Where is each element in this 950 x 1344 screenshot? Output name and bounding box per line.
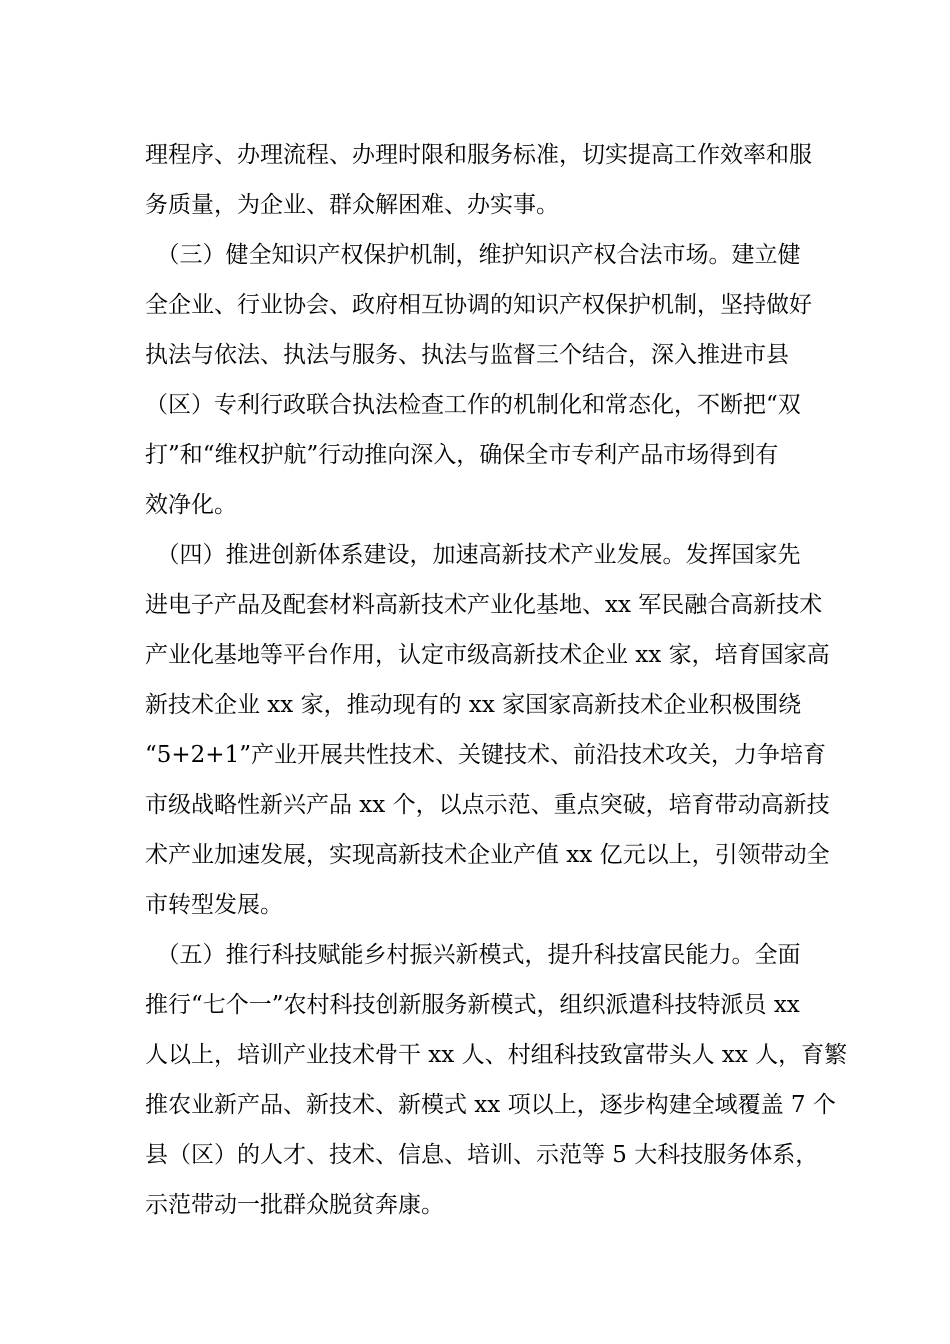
text-line: 新技术企业 xx 家，推动现有的 xx 家国家高新技术企业积极围绕 <box>145 692 802 718</box>
text-line: 推行“七个一”农村科技创新服务新模式，组织派遣科技特派员 xx <box>145 992 800 1018</box>
text-line: 理程序、办理流程、办理时限和服务标准，切实提高工作效率和服 <box>145 142 812 168</box>
text-line: 县（区）的人才、技术、信息、培训、示范等 5 大科技服务体系， <box>145 1142 819 1168</box>
text-line: 市转型发展。 <box>145 892 283 918</box>
text-line: 务质量，为企业、群众解困难、办实事。 <box>145 192 559 218</box>
text-line: 打”和“维权护航”行动推向深入，确保全市专利产品市场得到有 <box>145 442 779 468</box>
paragraph-five-heading-line: （五）推行科技赋能乡村振兴新模式，提升科技富民能力。全面 <box>145 942 801 968</box>
paragraph-four-heading-line: （四）推进创新体系建设，加速高新技术产业发展。发挥国家先 <box>145 542 801 568</box>
document-body <box>145 130 848 1230</box>
text-line: 术产业加速发展，实现高新技术企业产值 xx 亿元以上，引领带动全 <box>145 842 830 868</box>
text-line: 效净化。 <box>145 492 237 518</box>
text-line: 产业化基地等平台作用，认定市级高新技术企业 xx 家，培育国家高 <box>145 642 830 668</box>
text-line: 推农业新产品、新技术、新模式 xx 项以上，逐步构建全域覆盖 7 个 <box>145 1092 836 1118</box>
text-line: 进电子产品及配套材料高新技术产业化基地、xx 军民融合高新技术 <box>145 592 823 618</box>
text-line: （区）专利行政联合执法检查工作的机制化和常态化，不断把“双 <box>145 392 801 418</box>
text-line: “5+2+1”产业开展共性技术、关键技术、前沿技术攻关，力争培育 <box>145 742 826 768</box>
text-line: 执法与依法、执法与服务、执法与监督三个结合，深入推进市县 <box>145 342 789 368</box>
text-line: 示范带动一批群众脱贫奔康。 <box>145 1192 444 1218</box>
text-line: 人以上，培训产业技术骨干 xx 人、村组科技致富带头人 xx 人，育繁 <box>145 1042 848 1068</box>
paragraph-three-heading-line: （三）健全知识产权保护机制，维护知识产权合法市场。建立健 <box>145 242 801 268</box>
text-line: 全企业、行业协会、政府相互协调的知识产权保护机制，坚持做好 <box>145 292 812 318</box>
text-line: 市级战略性新兴产品 xx 个，以点示范、重点突破，培育带动高新技 <box>145 792 830 818</box>
